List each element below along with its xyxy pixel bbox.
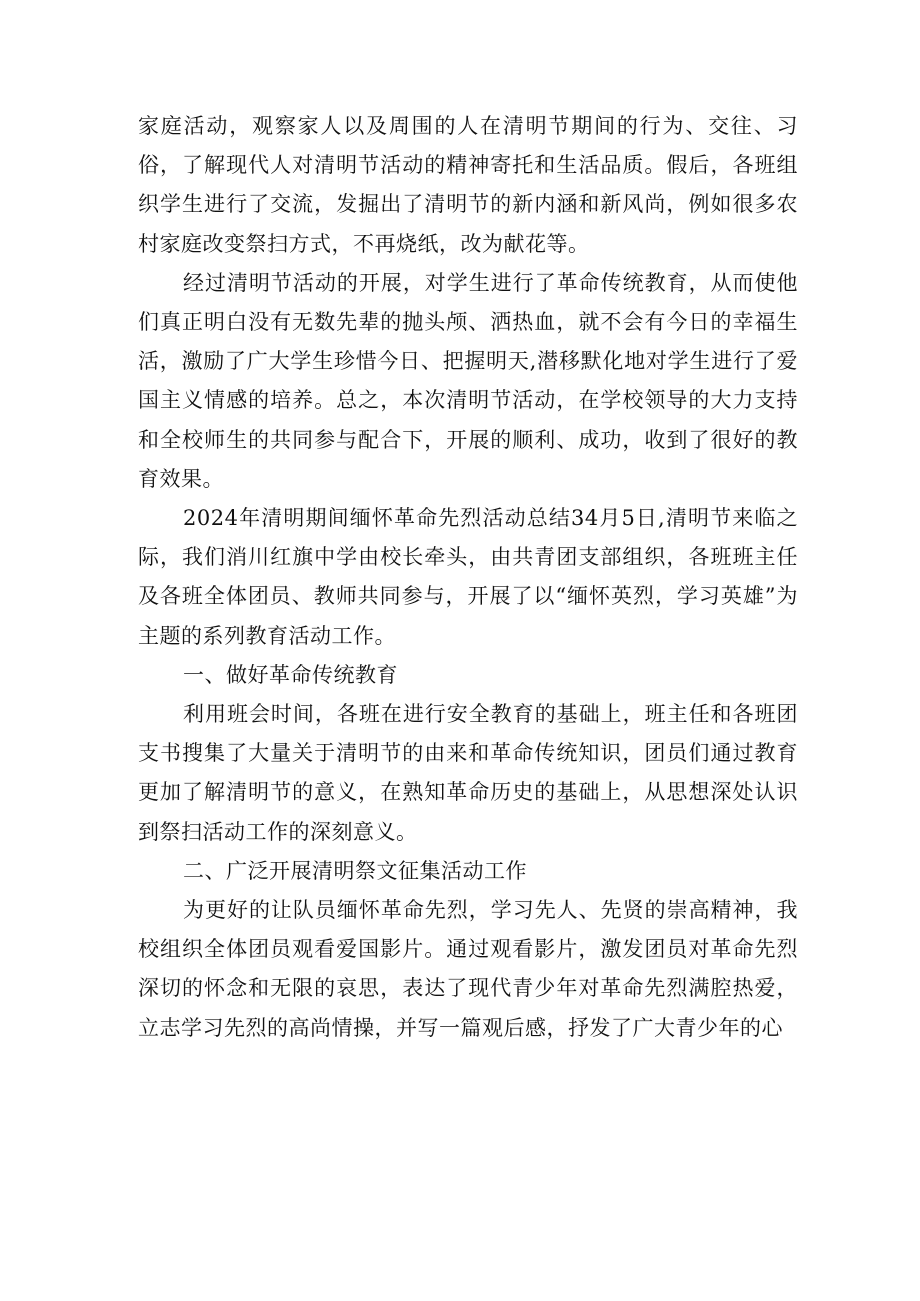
paragraph-revolutionary-tradition-result: 经过清明节活动的开展，对学生进行了革命传统教育，从而使他们真正明白没有无数先辈的抛头颅、洒热血，就不会有今日的幸福生活，激励了广大学生珍惜今日、把握明天,潜移默化地对学生进行了爱国主义情感的培养。总之，本次清明节活动，在学校领导的大力支持和全校师生的共同参与配合下，开展的顺利、成功，收到了很好的教育效果。 bbox=[138, 270, 798, 491]
paragraph-patriotic-films: 为更好的让队员缅怀革命先烈，学习先人、先贤的崇高精神，我校组织全体团员观看爱国影片。通过观看影片，激发团员对革命先烈深切的怀念和无限的哀思，表达了现代青少年对革命先烈满腔热爱，立志学习先烈的高尚情操，并写一篇观后感，抒发了广大青少年的心 bbox=[138, 898, 798, 1040]
section-heading-2: 二、广泛开展清明祭文征集活动工作 bbox=[183, 858, 527, 883]
section-heading-1: 一、做好革命传统教育 bbox=[183, 662, 398, 687]
document-body bbox=[138, 107, 798, 1048]
paragraph-class-meeting: 利用班会时间，各班在进行安全教育的基础上，班主任和各班团支书搜集了大量关于清明节的由来和革命传统知识，团员们通过教育更加了解清明节的意义，在熟知革命历史的基础上，从思想深处认识到祭扫活动工作的深刻意义。 bbox=[138, 702, 798, 844]
paragraph-summary-intro: 2024年清明期间缅怀革命先烈活动总结34月5日,清明节来临之际，我们消川红旗中学由校长牵头，由共青团支部组织，各班班主任及各班全体团员、教师共同参与，开展了以“缅怀英烈，学习英雄”为主题的系列教育活动工作。 bbox=[138, 506, 798, 648]
paragraph-family-activities: 家庭活动，观察家人以及周围的人在清明节期间的行为、交往、习俗，了解现代人对清明节活动的精神寄托和生活品质。假后，各班组织学生进行了交流，发掘出了清明节的新内涵和新风尚，例如很多农村家庭改变祭扫方式，不再烧纸，改为献花等。 bbox=[138, 114, 798, 256]
